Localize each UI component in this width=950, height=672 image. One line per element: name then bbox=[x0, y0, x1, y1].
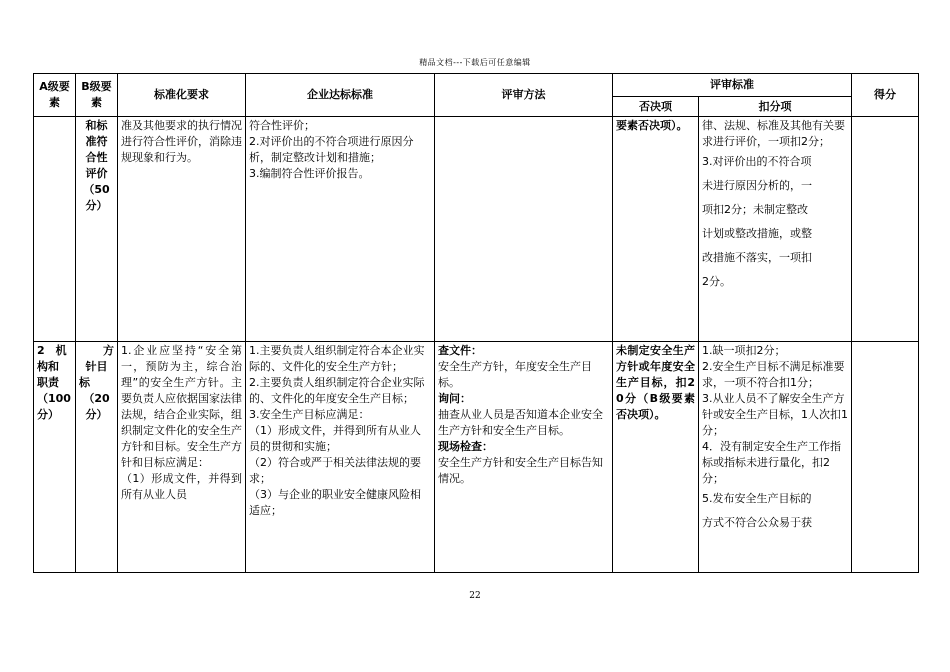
b-level-line: 评价 bbox=[85, 167, 108, 180]
a-level-line: 分） bbox=[37, 408, 59, 421]
review-label-site-check: 现场检查： bbox=[438, 440, 493, 453]
enterprise-item: 3.编制符合性评价报告。 bbox=[249, 167, 370, 180]
deduction-item: 2.安全生产目标不满足标准要求，一项不符合扣1分； bbox=[702, 360, 845, 389]
enterprise-item: 符合性评价； bbox=[249, 119, 315, 132]
cell-score bbox=[852, 342, 919, 573]
standardization-item: （1）形成文件，并得到所有从业人员 bbox=[121, 472, 242, 501]
cell-veto: 未制定安全生产方针或年度安全生产目标，扣20分（B级要素否决项）。 bbox=[613, 342, 699, 573]
b-level-line: 分） bbox=[85, 408, 108, 421]
page-number: 22 bbox=[469, 591, 481, 601]
col-header-a-level: A级要素 bbox=[34, 74, 76, 117]
a-level-line: 构和 bbox=[37, 360, 59, 373]
review-text: 安全生产方针和安全生产目标告知情况。 bbox=[438, 456, 603, 485]
deduction-item: 3.从业人员不了解安全生产方针或安全生产目标，1人次扣1分； bbox=[702, 392, 848, 437]
b-level-line: 合性 bbox=[85, 151, 108, 164]
deduction-line: 计划或整改措施，或整 bbox=[702, 227, 812, 240]
evaluation-table bbox=[33, 73, 919, 573]
deduction-line: 方式不符合公众易于获 bbox=[702, 516, 812, 529]
deduction-line: 5.发布安全生产目标的 bbox=[702, 492, 812, 505]
cell-deduction bbox=[699, 117, 852, 342]
col-header-review-method: 评审方法 bbox=[435, 74, 613, 117]
b-level-line: 标 bbox=[79, 376, 90, 389]
b-level-line: 和标 bbox=[85, 119, 108, 132]
b-level-line: （50 bbox=[83, 183, 110, 196]
enterprise-item: 2.主要负责人组织制定符合企业实际的、文件化的年度安全生产目标； bbox=[249, 376, 425, 405]
b-level-line: （20 bbox=[83, 392, 110, 405]
deduction-item: 律、法规、标准及其他有关要求进行评价，一项扣2分； bbox=[702, 119, 845, 148]
a-level-line: （100 bbox=[37, 392, 71, 405]
deduction-item: 4．没有制定安全生产工作指标或指标未进行量化，扣2分； bbox=[702, 440, 841, 485]
col-header-enterprise-standard: 企业达标标准 bbox=[246, 74, 435, 117]
cell-enterprise-standard bbox=[246, 342, 435, 573]
cell-standardization bbox=[118, 342, 246, 573]
col-header-deduction: 扣分项 bbox=[699, 97, 852, 117]
col-header-veto: 否决项 bbox=[613, 97, 699, 117]
a-level-line: 职责 bbox=[37, 376, 59, 389]
review-text: 安全生产方针，年度安全生产目标。 bbox=[438, 360, 592, 389]
cell-standardization: 准及其他要求的执行情况进行符合性评价，消除违规现象和行为。 bbox=[118, 117, 246, 342]
review-label-documents: 查文件： bbox=[438, 344, 482, 357]
deduction-line: 3.对评价出的不符合项 bbox=[702, 155, 812, 168]
b-level-line: 方 bbox=[103, 344, 114, 357]
col-header-review-standard: 评审标准 bbox=[613, 74, 852, 97]
cell-a-level bbox=[34, 117, 76, 342]
enterprise-item: 2.对评价出的不符合项进行原因分析，制定整改计划和措施； bbox=[249, 135, 414, 164]
table-row bbox=[34, 342, 919, 573]
deduction-line: 未进行原因分析的，一 bbox=[702, 179, 812, 192]
header-note: 精品文档---下载后可任意编辑 bbox=[419, 58, 531, 67]
standardization-item: 1.企业应坚持“安全第一，预防为主，综合治理”的安全生产方针。主要负责人应依据国家法律法规，结合企业实际，组织制定文件化的安全生产方针和目标。安全生产方针和目标应满足： bbox=[121, 344, 242, 469]
cell-b-level bbox=[76, 342, 118, 573]
cell-veto: 要素否决项）。 bbox=[613, 117, 699, 342]
deduction-line: 项扣2分；未制定整改 bbox=[702, 203, 808, 216]
cell-a-level bbox=[34, 342, 76, 573]
deduction-item: 1.缺一项扣2分； bbox=[702, 344, 786, 357]
enterprise-item: （2）符合或严于相关法律法规的要求； bbox=[249, 456, 421, 485]
col-header-b-level: B级要素 bbox=[76, 74, 118, 117]
enterprise-item: 1.主要负责人组织制定符合本企业实际的、文件化的安全生产方针； bbox=[249, 344, 425, 373]
deduction-line: 2分。 bbox=[702, 275, 731, 288]
review-text: 抽查从业人员是否知道本企业安全生产方针和安全生产目标。 bbox=[438, 408, 603, 437]
col-header-score: 得分 bbox=[852, 74, 919, 117]
b-level-line: 分） bbox=[85, 199, 108, 212]
cell-score bbox=[852, 117, 919, 342]
cell-review-method bbox=[435, 117, 613, 342]
cell-deduction bbox=[699, 342, 852, 573]
enterprise-item: （3）与企业的职业安全健康风险相适应； bbox=[249, 488, 421, 517]
a-level-line: 2 机 bbox=[37, 344, 67, 357]
enterprise-item: （1）形成文件，并得到所有从业人员的贯彻和实施； bbox=[249, 424, 421, 453]
enterprise-item: 3.安全生产目标应满足： bbox=[249, 408, 370, 421]
b-level-line: 准符 bbox=[85, 135, 108, 148]
deduction-line: 改措施不落实，一项扣 bbox=[702, 251, 812, 264]
cell-b-level bbox=[76, 117, 118, 342]
b-level-line: 针目 bbox=[85, 360, 108, 373]
header-row bbox=[34, 74, 919, 97]
review-label-inquiry: 询问： bbox=[438, 392, 471, 405]
table-row bbox=[34, 117, 919, 342]
cell-enterprise-standard bbox=[246, 117, 435, 342]
col-header-standardization: 标准化要求 bbox=[118, 74, 246, 117]
cell-review-method bbox=[435, 342, 613, 573]
